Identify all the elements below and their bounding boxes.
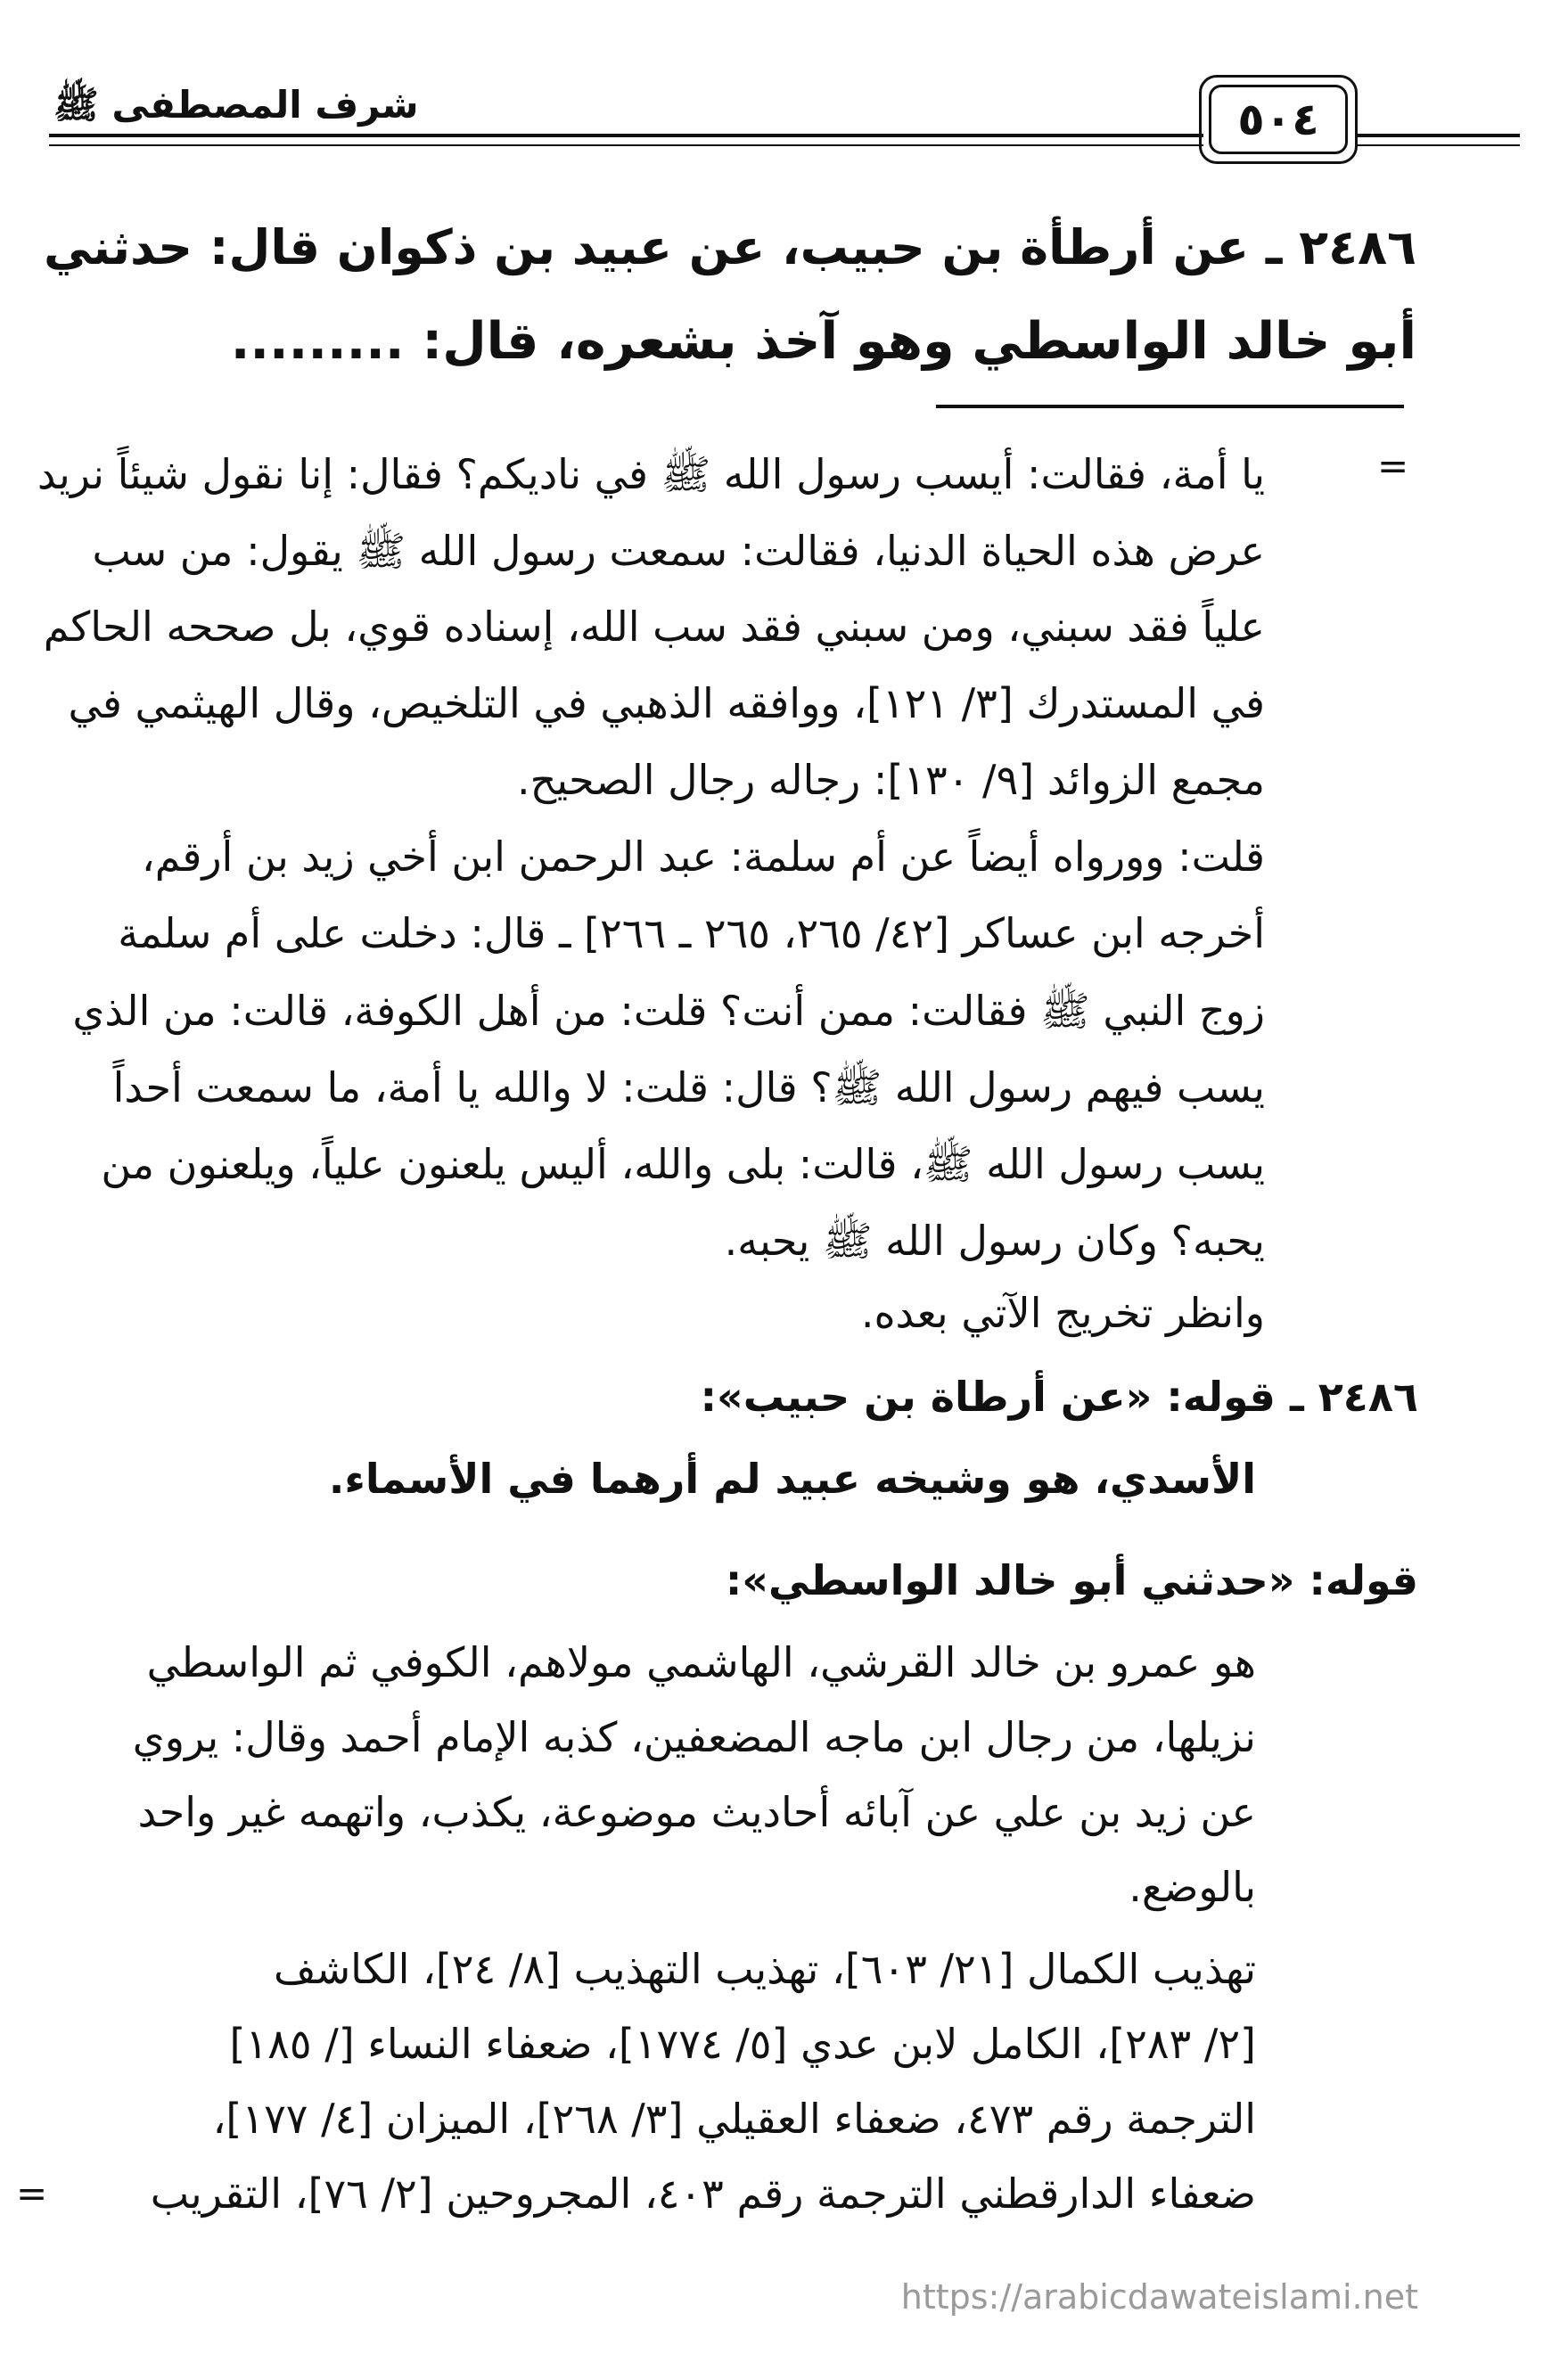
page-number-frame <box>1199 75 1358 164</box>
footnote-line: قلت: وورواه أيضاً عن أم سلمة: عبد الرحمن ابن أخي زيد بن أرقم، <box>141 833 1265 881</box>
reference-line: تهذيب الكمال [٢١/ ٦٠٣]، تهذيب التهذيب [٨/ ٢٤]، الكاشف <box>273 1945 1256 1993</box>
header-rule <box>49 134 1203 137</box>
footnote-line: زوج النبي ﷺ فقالت: ممن أنت؟ قلت: من أهل الكوفة، قالت: من الذي <box>72 987 1265 1035</box>
footnote-line: عرض هذه الحياة الدنيا، فقالت: سمعت رسول الله ﷺ يقول: من سب <box>92 527 1265 575</box>
header-rule <box>49 144 1203 146</box>
footnote-line: وانظر تخريج الآتي بعده. <box>860 1289 1265 1337</box>
note-text-line: بالوضع. <box>1129 1863 1256 1911</box>
footnote-line: يحبه؟ وكان رسول الله ﷺ يحبه. <box>724 1217 1265 1265</box>
book-title: شرف المصطفى ﷺ <box>53 83 419 127</box>
main-text-line: أبو خالد الواسطي وهو آخذ بشعره، قال: ......... <box>230 312 1416 371</box>
footnote-separator <box>936 405 1404 408</box>
note-text: الأسدي، هو وشيخه عبيد لم أرهما في الأسماء. <box>328 1455 1256 1503</box>
note-text-line: هو عمرو بن خالد القرشي، الهاشمي مولاهم، الكوفي ثم الواسطي <box>146 1638 1256 1686</box>
footnote-line: يا أمة، فقالت: أيسب رسول الله ﷺ في ناديكم؟ فقال: إنا نقول شيئاً نريد <box>37 450 1265 498</box>
note-text-line: عن زيد بن علي عن آبائه أحاديث موضوعة، يكذب، واتهمه غير واحد <box>137 1788 1256 1836</box>
note-heading: ٢٤٨٦ ـ قوله: «عن أرطاة بن حبيب»: <box>700 1373 1418 1421</box>
header-rule <box>1355 134 1520 137</box>
watermark-url: https://arabicdawateislami.net <box>900 2277 1418 2317</box>
reference-line: [٢/ ٢٨٣]، الكامل لابن عدي [٥/ ١٧٧٤]، ضعفاء النساء [/ ١٨٥] <box>229 2020 1256 2068</box>
footnote-line: علياً فقد سبني، ومن سبني فقد سب الله، إسناده قوي، بل صححه الحاكم <box>43 603 1265 651</box>
main-text-line: ٢٤٨٦ ـ عن أرطأة بن حبيب، عن عبيد بن ذكوان قال: حدثني <box>44 219 1416 275</box>
footnote-line: مجمع الزوائد [٩/ ١٣٠]: رجاله رجال الصحيح. <box>516 756 1265 804</box>
continuation-mark: = <box>1377 444 1409 488</box>
header-rule <box>1355 144 1520 146</box>
footnote-line: في المستدرك [٣/ ١٢١]، ووافقه الذهبي في التلخيص، وقال الهيثمي في <box>68 679 1265 727</box>
reference-line: ضعفاء الدارقطني الترجمة رقم ٤٠٣، المجروحين [٢/ ٧٦]، التقريب <box>150 2169 1256 2218</box>
footnote-line: يسب فيهم رسول الله ﷺ؟ قال: قلت: لا والله يا أمة، ما سمعت أحداً <box>112 1063 1265 1111</box>
page-number: ٥٠٤ <box>1209 85 1348 154</box>
note-heading: قوله: «حدثني أبو خالد الواسطي»: <box>725 1556 1418 1604</box>
note-text-line: نزيلها، من رجال ابن ماجه المضعفين، كذبه الإمام أحمد وقال: يروي <box>132 1713 1256 1761</box>
footnote-line: أخرجه ابن عساكر [٤٢/ ٢٦٥، ٢٦٥ ـ ٢٦٦] ـ قال: دخلت على أم سلمة <box>118 909 1265 957</box>
footnote-line: يسب رسول الله ﷺ، قالت: بلى والله، أليس يلعنون علياً، ويلعنون من <box>101 1140 1265 1188</box>
continuation-mark: = <box>16 2171 48 2215</box>
reference-line: الترجمة رقم ٤٧٣، ضعفاء العقيلي [٣/ ٢٦٨]، الميزان [٤/ ١٧٧]، <box>212 2095 1256 2143</box>
